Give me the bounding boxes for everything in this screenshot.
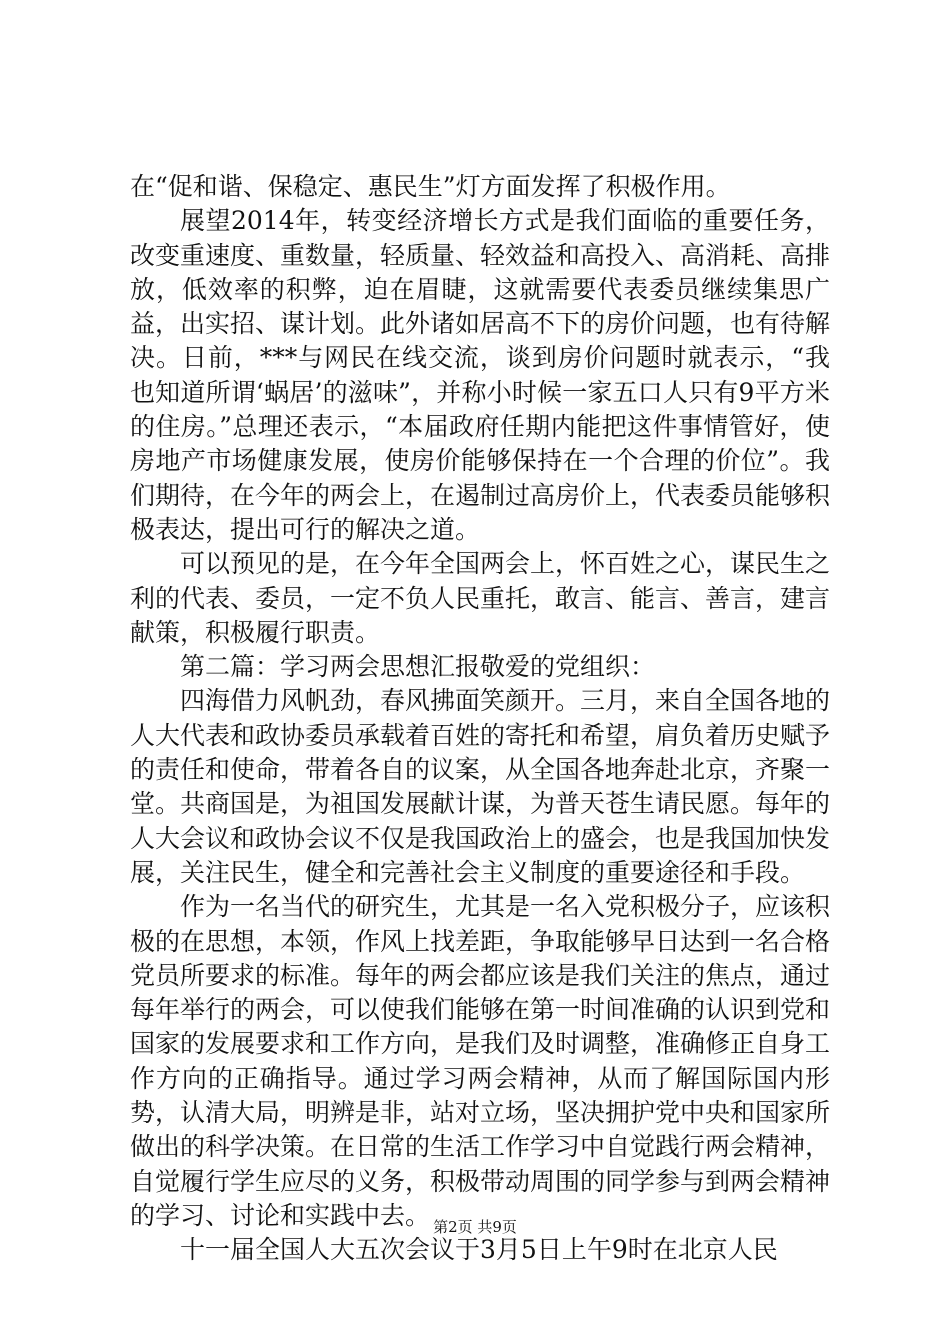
paragraph-3: 可以预见的是，在今年全国两会上，怀百姓之心，谋民生之利的代表、委员，一定不负人民重托，敢言、能言、善言，建言献策，积极履行职责。 — [130, 549, 831, 647]
section-heading: 第二篇：学习两会思想汇报敬爱的党组织： — [180, 652, 656, 682]
paragraph-4: 四海借力风帆劲，春风拂面笑颜开。三月，来自全国各地的人大代表和政协委员承载着百姓的寄托和希望，肩负着历史赋予的责任和使命，带着各自的议案，从全国各地奔赴北京，齐聚一堂。共商国是，为祖国发展献计谋，为普天苍生请民愿。每年的人大会议和政协会议不仅是我国政治上的盛会，也是我国加快发展，关注民生，健全和完善社会主义制度的重要途径和手段。 — [130, 686, 831, 887]
paragraph-2: 展望2014年，转变经济增长方式是我们面临的重要任务，改变重速度、重数量，轻质量、轻效益和高投入、高消耗、高排放，低效率的积弊，迫在眉睫，这就需要代表委员继续集思广益，出实招、谋计划。此外诸如居高不下的房价问题，也有待解决。日前，***与网民在线交流，谈到房价问题时就表示，“我也知道所谓‘蜗居’的滋味”，并称小时候一家五口人只有9平方米的住房。”总理还表示，“本届政府任期内能把这件事情管好，使房地产市场健康发展，使房价能够保持在一个合理的价位”。我们期待，在今年的两会上，在遏制过高房价上，代表委员能够积极表达，提出可行的解决之道。 — [130, 206, 831, 544]
paragraph-6: 十一届全国人大五次会议于3月5日上午9时在北京人民 — [180, 1235, 778, 1265]
paragraph-1: 在“促和谐、保稳定、惠民生”灯方面发挥了积极作用。 — [130, 172, 731, 201]
page-footer: 第2页 共9页 — [433, 1218, 517, 1236]
paragraph-5: 作为一名当代的研究生，尤其是一名入党积极分子，应该积极的在思想，本领，作风上找差距，争取能够早日达到一名合格党员所要求的标准。每年的两会都应该是我们关注的焦点，通过每年举行的两会，可以使我们能够在第一时间准确的认识到党和国家的发展要求和工作方向，是我们及时调整，准确修正自身工作方向的正确指导。通过学习两会精神，从而了解国际国内形势，认清大局，明辨是非，站对立场，坚决拥护党中央和国家所做出的科学决策。在日常的生活工作学习中自觉践行两会精神，自觉履行学生应尽的义务，积极带动周围的同学参与到两会精神的学习、讨论和实践中去。 — [130, 892, 831, 1230]
document-body — [130, 170, 830, 1268]
